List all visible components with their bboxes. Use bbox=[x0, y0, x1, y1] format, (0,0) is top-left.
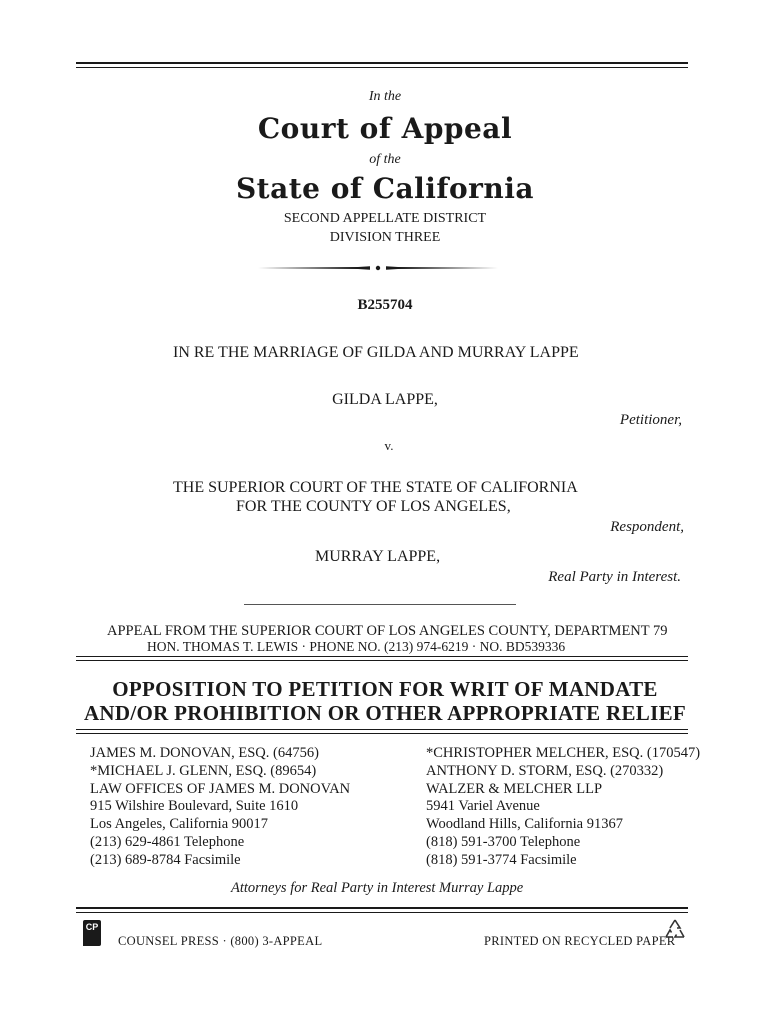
counsel-right-line: (818) 591-3700 Telephone bbox=[426, 833, 581, 850]
versus-text: v. bbox=[384, 438, 394, 453]
counsel-right-line: ANTHONY D. STORM, ESQ. (270332) bbox=[426, 762, 664, 779]
case-caption: IN RE THE MARRIAGE OF GILDA AND MURRAY LAPPE bbox=[173, 344, 579, 361]
ornamental-divider bbox=[258, 264, 498, 272]
petitioner-name: GILDA LAPPE, bbox=[332, 391, 438, 408]
in-the-text: In the bbox=[368, 89, 402, 104]
appeal-line2: HON. THOMAS T. LEWIS · PHONE NO. (213) 974-6219 · NO. BD539336 bbox=[147, 639, 566, 654]
title-bottom-rule-2 bbox=[76, 733, 688, 734]
appeal-short-rule bbox=[244, 604, 516, 605]
court-name: Court of Appeal bbox=[257, 112, 513, 145]
counsel-press-logo bbox=[83, 920, 101, 946]
counsel-right-line: (818) 591-3774 Facsimile bbox=[426, 851, 577, 868]
case-number: B255704 bbox=[357, 297, 413, 313]
petitioner-role: Petitioner, bbox=[619, 412, 682, 428]
division-text: DIVISION THREE bbox=[329, 230, 441, 245]
real-party-name: MURRAY LAPPE, bbox=[315, 548, 441, 565]
footer-rule-thin bbox=[76, 912, 688, 913]
footer-rule-thick bbox=[76, 907, 688, 909]
footer-right-text: PRINTED ON RECYCLED PAPER bbox=[484, 934, 676, 948]
respondent-line2: FOR THE COUNTY OF LOS ANGELES, bbox=[236, 498, 511, 515]
footer-left-text: COUNSEL PRESS · (800) 3-APPEAL bbox=[118, 934, 323, 948]
counsel-right-block bbox=[426, 745, 700, 870]
counsel-left-line: (213) 689-8784 Facsimile bbox=[90, 851, 241, 868]
counsel-left-line: Los Angeles, California 90017 bbox=[90, 816, 269, 833]
recycle-icon bbox=[662, 917, 688, 943]
counsel-right-line: WALZER & MELCHER LLP bbox=[426, 780, 603, 797]
document-title-line2: AND/OR PROHIBITION OR OTHER APPROPRIATE RELIEF bbox=[83, 701, 687, 725]
counsel-left-line: LAW OFFICES OF JAMES M. DONOVAN bbox=[90, 780, 351, 797]
district-text: SECOND APPELLATE DISTRICT bbox=[283, 211, 487, 226]
top-rule-thin bbox=[76, 67, 688, 68]
counsel-left-line: 915 Wilshire Boulevard, Suite 1610 bbox=[90, 798, 299, 815]
of-the-text: of the bbox=[369, 152, 401, 167]
counsel-right-line: *CHRISTOPHER MELCHER, ESQ. (170547) bbox=[426, 745, 701, 761]
appeal-line1: APPEAL FROM THE SUPERIOR COURT OF LOS ANGELES COUNTY, DEPARTMENT 79 bbox=[107, 623, 668, 639]
counsel-right-line: Woodland Hills, California 91367 bbox=[426, 816, 623, 833]
counsel-right-line: 5941 Variel Avenue bbox=[426, 798, 540, 815]
attorneys-for: Attorneys for Real Party in Interest Murray Lappe bbox=[231, 880, 524, 896]
title-bottom-rule-1 bbox=[76, 729, 688, 730]
counsel-press-logo-text: CP bbox=[85, 922, 99, 932]
document-title-line1: OPPOSITION TO PETITION FOR WRIT OF MANDATE bbox=[112, 677, 658, 701]
respondent-role: Respondent, bbox=[610, 519, 684, 535]
counsel-left-block bbox=[90, 745, 350, 870]
respondent-line1: THE SUPERIOR COURT OF THE STATE OF CALIFORNIA bbox=[173, 479, 578, 496]
counsel-left-line: *MICHAEL J. GLENN, ESQ. (89654) bbox=[90, 762, 317, 779]
title-top-rule-1 bbox=[76, 656, 688, 657]
state-name: State of California bbox=[235, 172, 535, 205]
title-top-rule-2 bbox=[76, 660, 688, 661]
real-party-role: Real Party in Interest. bbox=[548, 569, 681, 585]
top-rule-thick bbox=[76, 62, 688, 64]
counsel-left-line: (213) 629-4861 Telephone bbox=[90, 833, 245, 850]
counsel-left-line: JAMES M. DONOVAN, ESQ. (64756) bbox=[90, 745, 319, 761]
